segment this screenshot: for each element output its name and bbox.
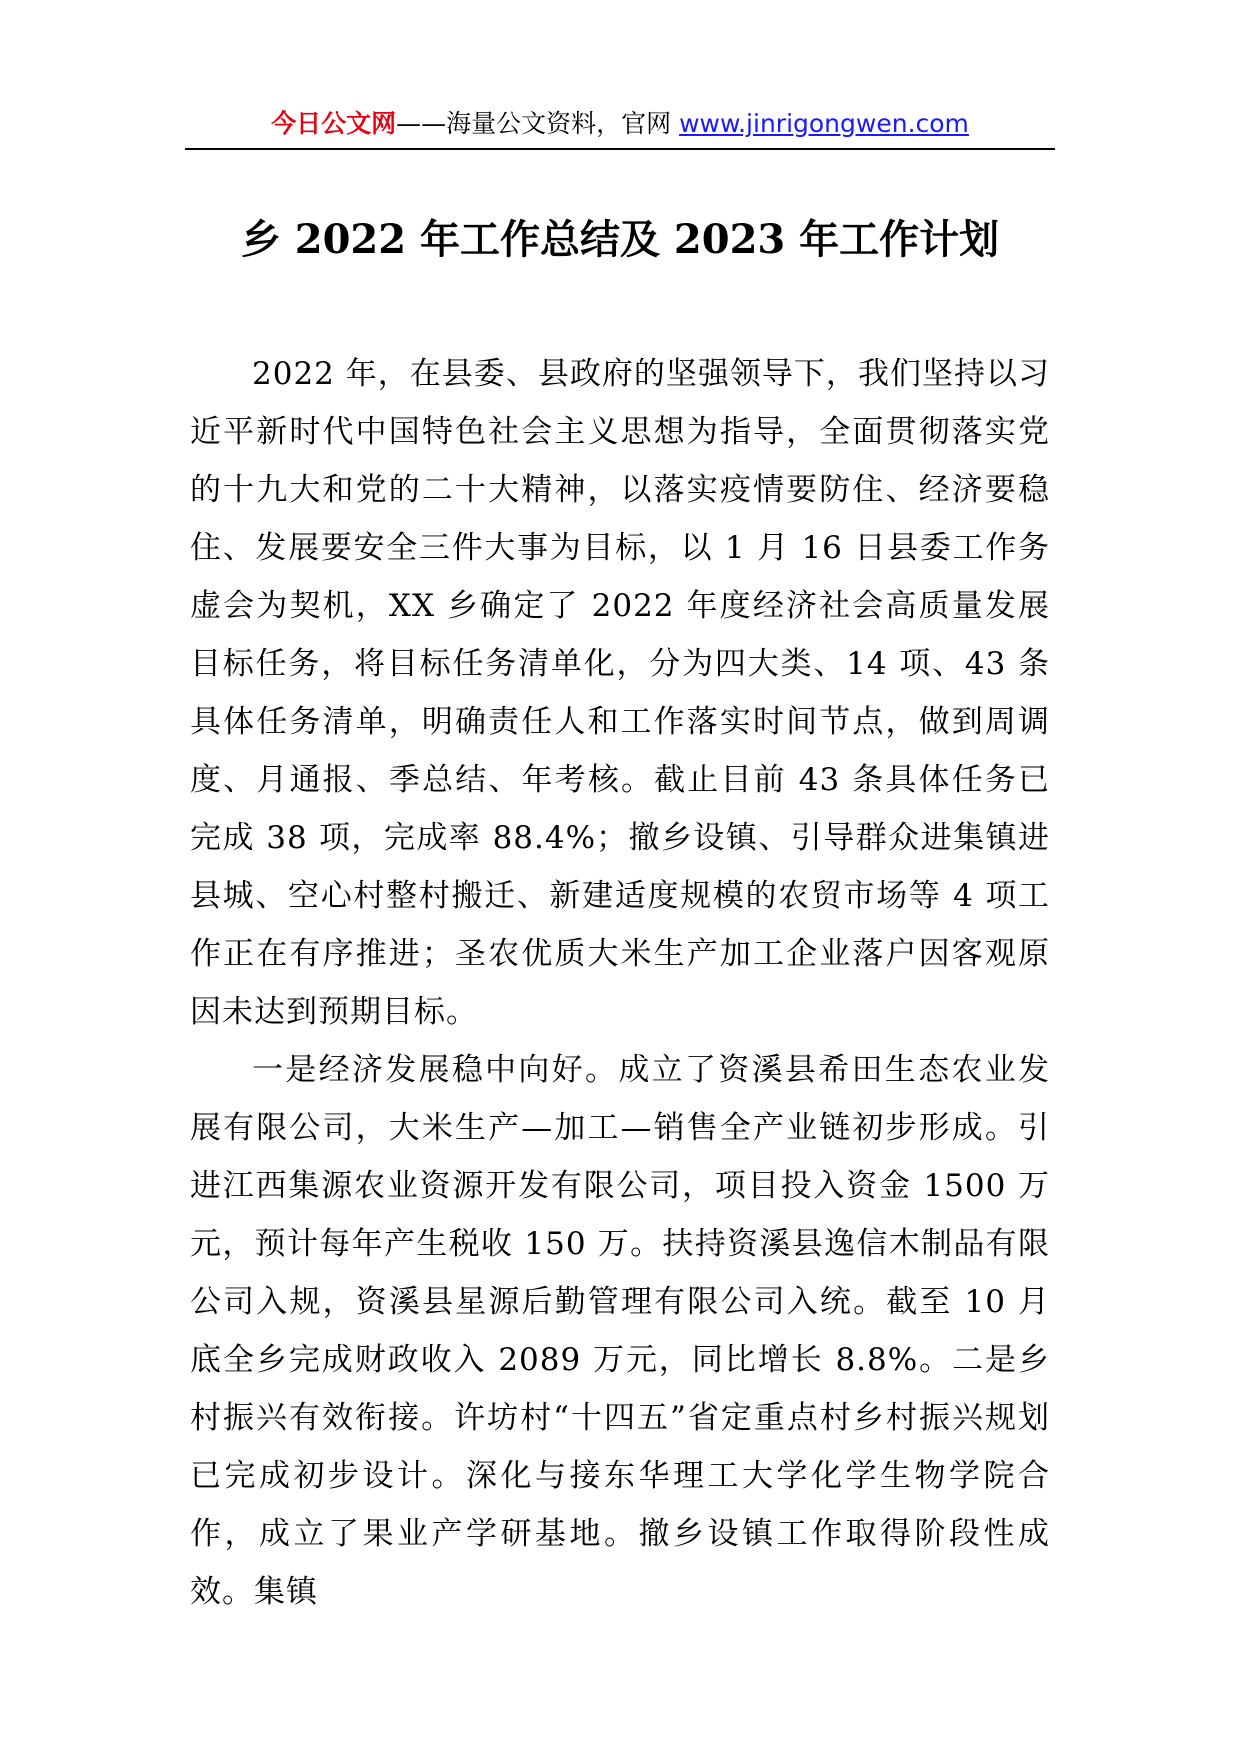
document-title: 乡 2022 年工作总结及 2023 年工作计划 [240, 216, 1000, 263]
document-body [190, 345, 1050, 1621]
paragraph-economy: 一是经济发展稳中向好。成立了资溪县希田生态农业发展有限公司，大米生产—加工—销售全产业链初步形成。引进江西集源农业资源开发有限公司，项目投入资金 1500 万元，预计每年产生税收 150 万。扶持资溪县逸信木制品有限公司入规，资溪县星源后勤管理有限公司入统。截至 10 月底全乡完成财政收入 2089 万元，同比增长 8.8%。二是乡村振兴有效衔接。许坊村“十四五”省定重点村乡村振兴规划已完成初步设计。深化与接东华理工大学化学生物学院合作，成立了果业产学研基地。撤乡设镇工作取得阶段性成效。集镇 [190, 1052, 1050, 1610]
site-brand[interactable]: 今日公文网 [271, 109, 397, 138]
site-header [185, 104, 1055, 144]
paragraph-intro: 2022 年，在县委、县政府的坚强领导下，我们坚持以习近平新时代中国特色社会主义思想为指导，全面贯彻落实党的十九大和党的二十大精神，以落实疫情要防住、经济要稳住、发展要安全三件大事为目标，以 1 月 16 日县委工作务虚会为契机，XX 乡确定了 2022 年度经济社会高质量发展目标任务，将目标任务清单化，分为四大类、14 项、43 条具体任务清单，明确责任人和工作落实时间节点，做到周调度、月通报、季总结、年考核。截止目前 43 条具体任务已完成 38 项，完成率 88.4%；撤乡设镇、引导群众进集镇进县城、空心村整村搬迁、新建适度规模的农贸市场等 4 项工作正在有序推进；圣农优质大米生产加工企业落户因客观原因未达到预期目标。 [190, 356, 1050, 1030]
header-divider [185, 148, 1055, 150]
site-slogan: ——海量公文资料，官网 [396, 109, 680, 138]
site-url-link[interactable]: www.jinrigongwen.com [679, 109, 969, 138]
